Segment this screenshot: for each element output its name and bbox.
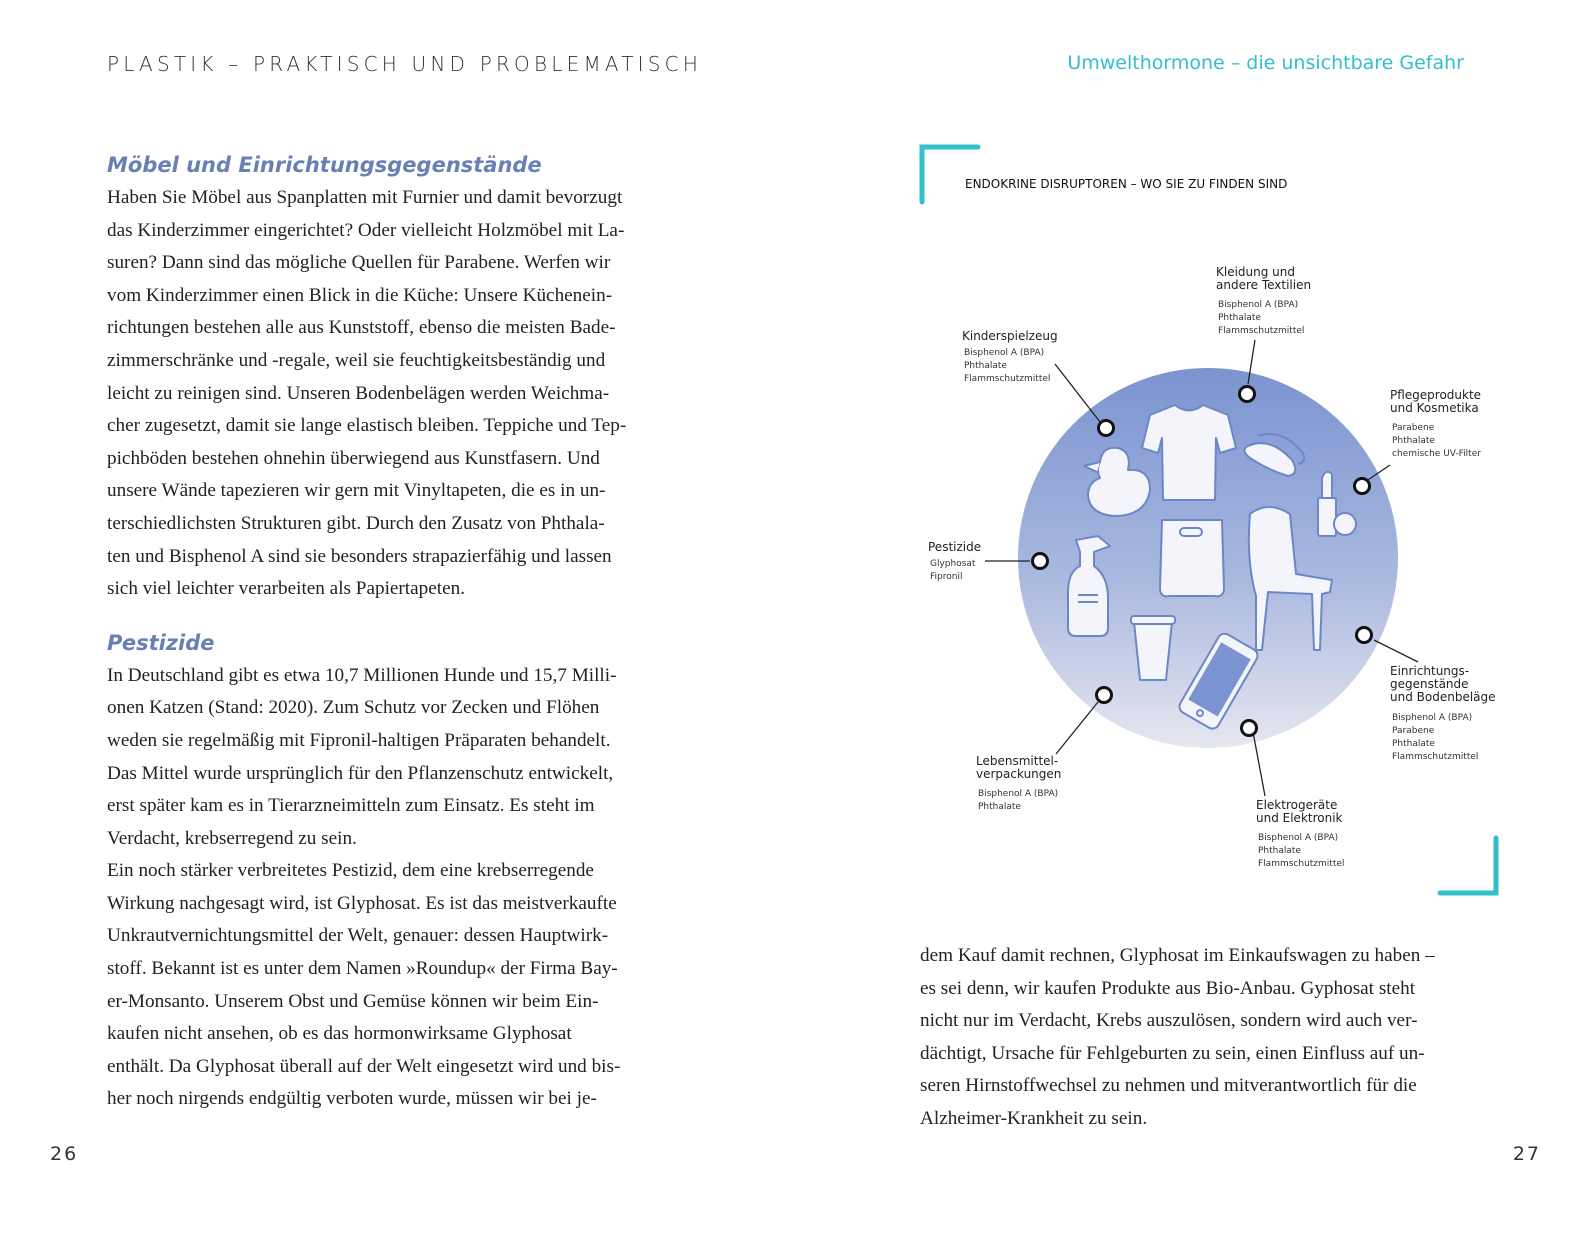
- text-line: Haben Sie Möbel aus Spanplatten mit Furnier und damit bevorzugt: [107, 187, 623, 208]
- text-line: Ein noch stärker verbreitetes Pestizid, dem eine krebserregende: [107, 860, 594, 882]
- label-title: gegenstände: [1390, 677, 1469, 691]
- corner-bracket-bottom-right: [1440, 838, 1496, 893]
- label-item: Phthalate: [1258, 846, 1301, 856]
- marker-lebensmittel: [1097, 688, 1112, 703]
- marker-pflege: [1355, 479, 1370, 494]
- text-line: onen Katzen (Stand: 2020). Zum Schutz vor Zecken und Flöhen: [107, 697, 600, 719]
- label-item: Phthalate: [978, 802, 1021, 812]
- label-item: Parabene: [1392, 423, 1435, 433]
- label-elektro: [1256, 798, 1344, 869]
- label-item: Bisphenol A (BPA): [964, 348, 1045, 358]
- label-title: Kleidung und: [1216, 265, 1296, 279]
- text-line: es sei denn, wir kaufen Produkte aus Bio-Anbau. Gyphosat steht: [920, 977, 1416, 999]
- text-line: seren Hirnstoffwechsel zu nehmen und mitverantwortlich für die: [920, 1075, 1417, 1097]
- paragraph-continued: [920, 940, 1500, 1136]
- marker-einrichtung: [1357, 628, 1372, 643]
- text-line: stoff. Bekannt ist es unter dem Namen »Roundup« der Firma Bay-: [107, 958, 618, 980]
- label-item: Bisphenol A (BPA): [1258, 833, 1339, 843]
- label-lebensmittel: [976, 754, 1061, 812]
- label-item: Flammschutzmittel: [964, 374, 1051, 384]
- text-line: weden sie regelmäßig mit Fipronil-haltigen Präparaten behandelt.: [107, 729, 611, 751]
- running-head-right: Umwelthormone – die unsichtbare Gefahr: [1067, 52, 1464, 74]
- text-line: terschiedlichsten Strukturen gibt. Durch den Zusatz von Phthala-: [107, 512, 605, 534]
- text-line: her noch nirgends endgültig verboten wurde, müssen wir bei je-: [107, 1088, 597, 1110]
- text-line: leicht zu reinigen sind. Unseren Bodenbelägen werden Weichma-: [107, 382, 610, 404]
- label-item: Fipronil: [930, 572, 963, 582]
- label-title: und Elektronik: [1256, 811, 1343, 825]
- text-line: Verdacht, krebserregend zu sein.: [107, 827, 357, 849]
- label-item: Bisphenol A (BPA): [1218, 300, 1299, 310]
- text-line: Alzheimer-Krankheit zu sein.: [920, 1107, 1148, 1129]
- section-heading-furniture: Möbel und Einrichtungsgegenstände: [107, 153, 542, 177]
- infobox-title: ENDOKRINE DISRUPTOREN – WO SIE ZU FINDEN SIND: [965, 177, 1288, 191]
- text-line: ten und Bisphenol A sind sie besonders strapazierfähig und lassen: [107, 545, 612, 567]
- section-heading-pesticides: Pestizide: [107, 630, 215, 655]
- corner-bracket-top-left: [922, 147, 978, 202]
- text-line: nicht nur im Verdacht, Krebs auszulösen, sondern wird auch ver-: [920, 1010, 1418, 1032]
- label-title: Pestizide: [928, 540, 982, 554]
- label-einrichtung: [1390, 664, 1496, 762]
- text-line: pichböden bestehen ohnehin überwiegend aus Kunstfasern. Und: [107, 447, 600, 469]
- text-line: unsere Wände tapezieren wir gern mit Vinyltapeten, die es in un-: [107, 480, 606, 502]
- text-line: kaufen nicht ansehen, ob es das hormonwirksame Glyphosat: [107, 1023, 572, 1045]
- label-item: Flammschutzmittel: [1392, 752, 1479, 762]
- lipstick-icon: [1322, 472, 1332, 498]
- text-line: erst später kam es in Tierarzneimitteln zum Einsatz. Es steht im: [107, 795, 595, 817]
- text-line: Das Mittel wurde ursprünglich für den Pflanzenschutz entwickelt,: [107, 762, 614, 784]
- text-line: er-Monsanto. Unserem Obst und Gemüse können wir beim Ein-: [107, 990, 599, 1012]
- label-title: Pflegeprodukte: [1390, 388, 1482, 402]
- label-item: Phthalate: [964, 361, 1007, 371]
- label-title: andere Textilien: [1216, 278, 1312, 292]
- page-number-left: 26: [50, 1143, 79, 1165]
- label-kinderspielzeug: [962, 329, 1058, 384]
- marker-elektro: [1242, 721, 1257, 736]
- label-title: und Bodenbeläge: [1390, 690, 1496, 704]
- text-line: das Kinderzimmer eingerichtet? Oder vielleicht Holzmöbel mit La-: [107, 219, 625, 241]
- text-line: enthält. Da Glyphosat überall auf der Welt eingesetzt wird und bis-: [107, 1055, 621, 1077]
- label-title: Lebensmittel-: [976, 754, 1059, 768]
- text-line: vom Kinderzimmer einen Blick in die Küche: Unsere Küchenein-: [107, 284, 613, 306]
- text-line: Wirkung nachgesagt wird, ist Glyphosat. Es ist das meistverkaufte: [107, 892, 617, 914]
- label-item: Phthalate: [1392, 436, 1435, 446]
- label-item: Glyphosat: [930, 559, 976, 569]
- label-item: Flammschutzmittel: [1258, 859, 1345, 869]
- text-line: richtungen bestehen alle aus Kunststoff, ebenso die meisten Bade-: [107, 317, 616, 339]
- label-item: Phthalate: [1392, 739, 1435, 749]
- marker-kinderspielzeug: [1099, 421, 1114, 436]
- label-title: Elektrogeräte: [1256, 798, 1338, 812]
- label-pflege: [1390, 388, 1481, 459]
- label-title: Kinderspielzeug: [962, 329, 1058, 343]
- label-title: und Kosmetika: [1390, 401, 1479, 415]
- label-title: Einrichtungs-: [1390, 664, 1470, 678]
- label-kleidung: [1216, 265, 1311, 336]
- label-pestizide: [928, 540, 981, 582]
- text-line: dem Kauf damit rechnen, Glyphosat im Einkaufswagen zu haben –: [920, 945, 1435, 966]
- marker-kleidung: [1240, 387, 1255, 402]
- label-item: Phthalate: [1218, 313, 1261, 323]
- text-line: In Deutschland gibt es etwa 10,7 Millionen Hunde und 15,7 Milli-: [107, 664, 617, 686]
- cup-icon: [1134, 622, 1172, 680]
- text-line: Unkrautvernichtungsmittel der Welt, genauer: dessen Hauptwirk-: [107, 925, 609, 947]
- text-line: suren? Dann sind das mögliche Quellen für Parabene. Werfen wir: [107, 252, 611, 274]
- text-line: cher zugesetzt, damit sie lange elastisch bleiben. Teppiche und Tep-: [107, 415, 627, 437]
- page-number-right: 27: [1512, 1143, 1541, 1165]
- text-line: sich viel leichter verarbeiten als Papiertapeten.: [107, 578, 466, 600]
- text-line: dächtigt, Ursache für Fehlgeburten zu sein, einen Einfluss auf un-: [920, 1042, 1425, 1064]
- text-line: zimmerschränke und -regale, weil sie feuchtigkeitsbeständig und: [107, 349, 606, 371]
- label-item: Flammschutzmittel: [1218, 326, 1305, 336]
- label-item: Parabene: [1392, 726, 1435, 736]
- label-item: chemische UV-Filter: [1392, 449, 1481, 459]
- label-item: Bisphenol A (BPA): [1392, 713, 1473, 723]
- label-title: verpackungen: [976, 767, 1062, 781]
- label-item: Bisphenol A (BPA): [978, 789, 1059, 799]
- right-page-body: [920, 940, 1500, 1136]
- marker-pestizide: [1033, 554, 1048, 569]
- running-head-left: PLASTIK – PRAKTISCH UND PROBLEMATISCH: [107, 52, 703, 76]
